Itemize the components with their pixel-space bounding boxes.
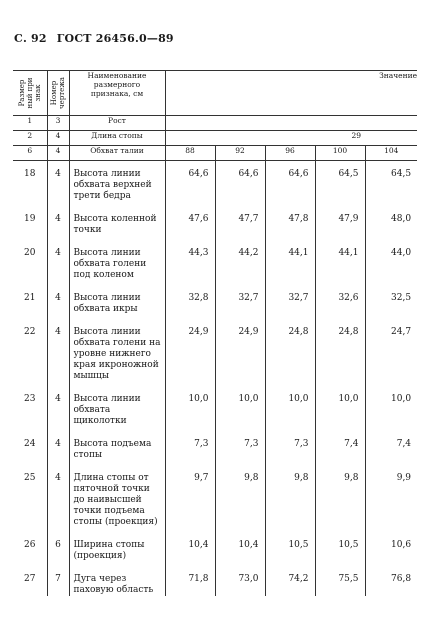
row-value: 32,7 — [215, 281, 265, 315]
row-name: Высота линии обхвата икры — [69, 281, 165, 315]
row-drawing-number: 6 — [47, 528, 69, 562]
row-value: 10,0 — [215, 382, 265, 427]
row-drawing-number: 4 — [47, 236, 69, 281]
row-drawing-number: 4 — [47, 427, 69, 461]
girth-drawing-number: 4 — [47, 146, 69, 161]
dimensions-table — [13, 70, 417, 596]
table-row — [13, 427, 417, 461]
table-row — [13, 461, 417, 528]
row-value: 7,3 — [215, 427, 265, 461]
row-name: Высота подъема стопы — [69, 427, 165, 461]
row-value: 44,1 — [265, 236, 315, 281]
row-feature-number: 20 — [13, 236, 47, 281]
row-value: 76,8 — [391, 574, 412, 584]
row-value: 73,0 — [215, 562, 265, 596]
head-col-drawing: Номер чертежа — [47, 71, 69, 116]
row-drawing-number: 4 — [47, 161, 69, 203]
row-feature-number: 27 — [13, 562, 47, 596]
row-value: 7,3 — [265, 427, 315, 461]
row-value: 32,7 — [265, 281, 315, 315]
girth-feature-number: 6 — [13, 146, 47, 161]
row-value: 44,3 — [165, 236, 215, 281]
girth-size-value: 88 — [165, 146, 215, 161]
row-value: 47,7 — [215, 202, 265, 236]
row-feature-number: 18 — [13, 161, 47, 203]
page-header — [14, 32, 180, 45]
row-value: 24,9 — [165, 315, 215, 382]
page-number: С. 92 — [14, 32, 47, 45]
row-value: 10,0 — [315, 382, 365, 427]
row-value: 10,0 — [391, 394, 412, 404]
row-value: 10,4 — [215, 528, 265, 562]
table-head-row — [13, 71, 417, 116]
param-value: 29 — [165, 131, 417, 146]
row-value: 47,8 — [265, 202, 315, 236]
table-row — [13, 315, 417, 382]
head-col-values: Значение — [165, 71, 417, 116]
row-name: Высота линии обхвата верхней трети бедра — [69, 161, 165, 203]
row-value: 24,8 — [315, 315, 365, 382]
row-value: 9,7 — [165, 461, 215, 528]
row-drawing-number: 4 — [47, 382, 69, 427]
table-row — [13, 382, 417, 427]
row-name: Высота линии обхвата голени на уровне нижнего края икроножной мышцы — [69, 315, 165, 382]
head-col-feature: Размер ный при знак — [13, 71, 47, 116]
row-name: Ширина стопы (проекция) — [69, 528, 165, 562]
table-row — [13, 236, 417, 281]
table-row — [13, 281, 417, 315]
row-value: 64,5 — [315, 161, 365, 203]
param-row — [13, 131, 417, 146]
girth-size-value: 100 — [315, 146, 365, 161]
girth-size-value: 92 — [215, 146, 265, 161]
row-drawing-number: 4 — [47, 281, 69, 315]
param-drawing-number: 4 — [47, 131, 69, 146]
standard-code: ГОСТ 26456.0—89 — [56, 32, 174, 45]
param-row — [13, 116, 417, 131]
row-name: Высота линии обхвата щиколотки — [69, 382, 165, 427]
row-feature-number: 26 — [13, 528, 47, 562]
row-feature-number: 19 — [13, 202, 47, 236]
girth-name: Обхват талии — [69, 146, 165, 161]
table-row — [13, 528, 417, 562]
row-drawing-number: 7 — [47, 562, 69, 596]
row-value: 7,4 — [396, 439, 412, 449]
row-value: 9,8 — [315, 461, 365, 528]
girth-size-value: 96 — [265, 146, 315, 161]
row-value: 10,0 — [165, 382, 215, 427]
row-feature-number: 25 — [13, 461, 47, 528]
row-value: 9,8 — [265, 461, 315, 528]
row-value: 9,8 — [215, 461, 265, 528]
row-feature-number: 21 — [13, 281, 47, 315]
table-row — [13, 562, 417, 596]
row-value: 32,8 — [165, 281, 215, 315]
row-value: 7,3 — [165, 427, 215, 461]
row-value: 44,2 — [215, 236, 265, 281]
row-name: Дуга через паховую область — [69, 562, 165, 596]
row-value: 64,6 — [165, 161, 215, 203]
param-value — [165, 116, 417, 131]
row-feature-number: 24 — [13, 427, 47, 461]
param-feature-number: 2 — [13, 131, 47, 146]
row-value: 44,0 — [391, 248, 412, 258]
row-value: 64,5 — [391, 169, 412, 179]
row-value: 64,6 — [265, 161, 315, 203]
row-value: 71,8 — [165, 562, 215, 596]
row-value: 47,6 — [165, 202, 215, 236]
row-value: 74,2 — [265, 562, 315, 596]
row-value: 32,6 — [315, 281, 365, 315]
row-drawing-number: 4 — [47, 202, 69, 236]
row-value: 10,4 — [165, 528, 215, 562]
row-value: 64,6 — [215, 161, 265, 203]
girth-row — [13, 146, 417, 161]
param-name: Рост — [69, 116, 165, 131]
param-drawing-number: 3 — [47, 116, 69, 131]
row-value: 24,8 — [265, 315, 315, 382]
row-value: 24,9 — [215, 315, 265, 382]
row-value: 24,7 — [391, 327, 412, 337]
row-value: 7,4 — [315, 427, 365, 461]
row-drawing-number: 4 — [47, 461, 69, 528]
head-col-name: Наименование размерного признака, см — [69, 71, 165, 116]
param-feature-number: 1 — [13, 116, 47, 131]
row-value: 47,9 — [315, 202, 365, 236]
row-name: Высота линии обхвата голени под коленом — [69, 236, 165, 281]
table-row — [13, 202, 417, 236]
row-feature-number: 23 — [13, 382, 47, 427]
row-value: 32,5 — [391, 293, 412, 303]
row-value: 10,5 — [315, 528, 365, 562]
row-value: 75,5 — [315, 562, 365, 596]
row-name: Высота коленной точки — [69, 202, 165, 236]
row-feature-number: 22 — [13, 315, 47, 382]
girth-size-value: 104 — [365, 146, 417, 161]
row-value: 48,0 — [391, 214, 412, 224]
row-name: Длина стопы от пяточной точки до наивысшей точки подъема стопы (проекция) — [69, 461, 165, 528]
row-drawing-number: 4 — [47, 315, 69, 382]
row-value: 10,6 — [391, 540, 412, 550]
param-name: Длина стопы — [69, 131, 165, 146]
row-value: 10,5 — [265, 528, 315, 562]
row-value: 10,0 — [265, 382, 315, 427]
row-value: 9,9 — [396, 473, 412, 483]
row-value: 44,1 — [315, 236, 365, 281]
table-row — [13, 161, 417, 203]
